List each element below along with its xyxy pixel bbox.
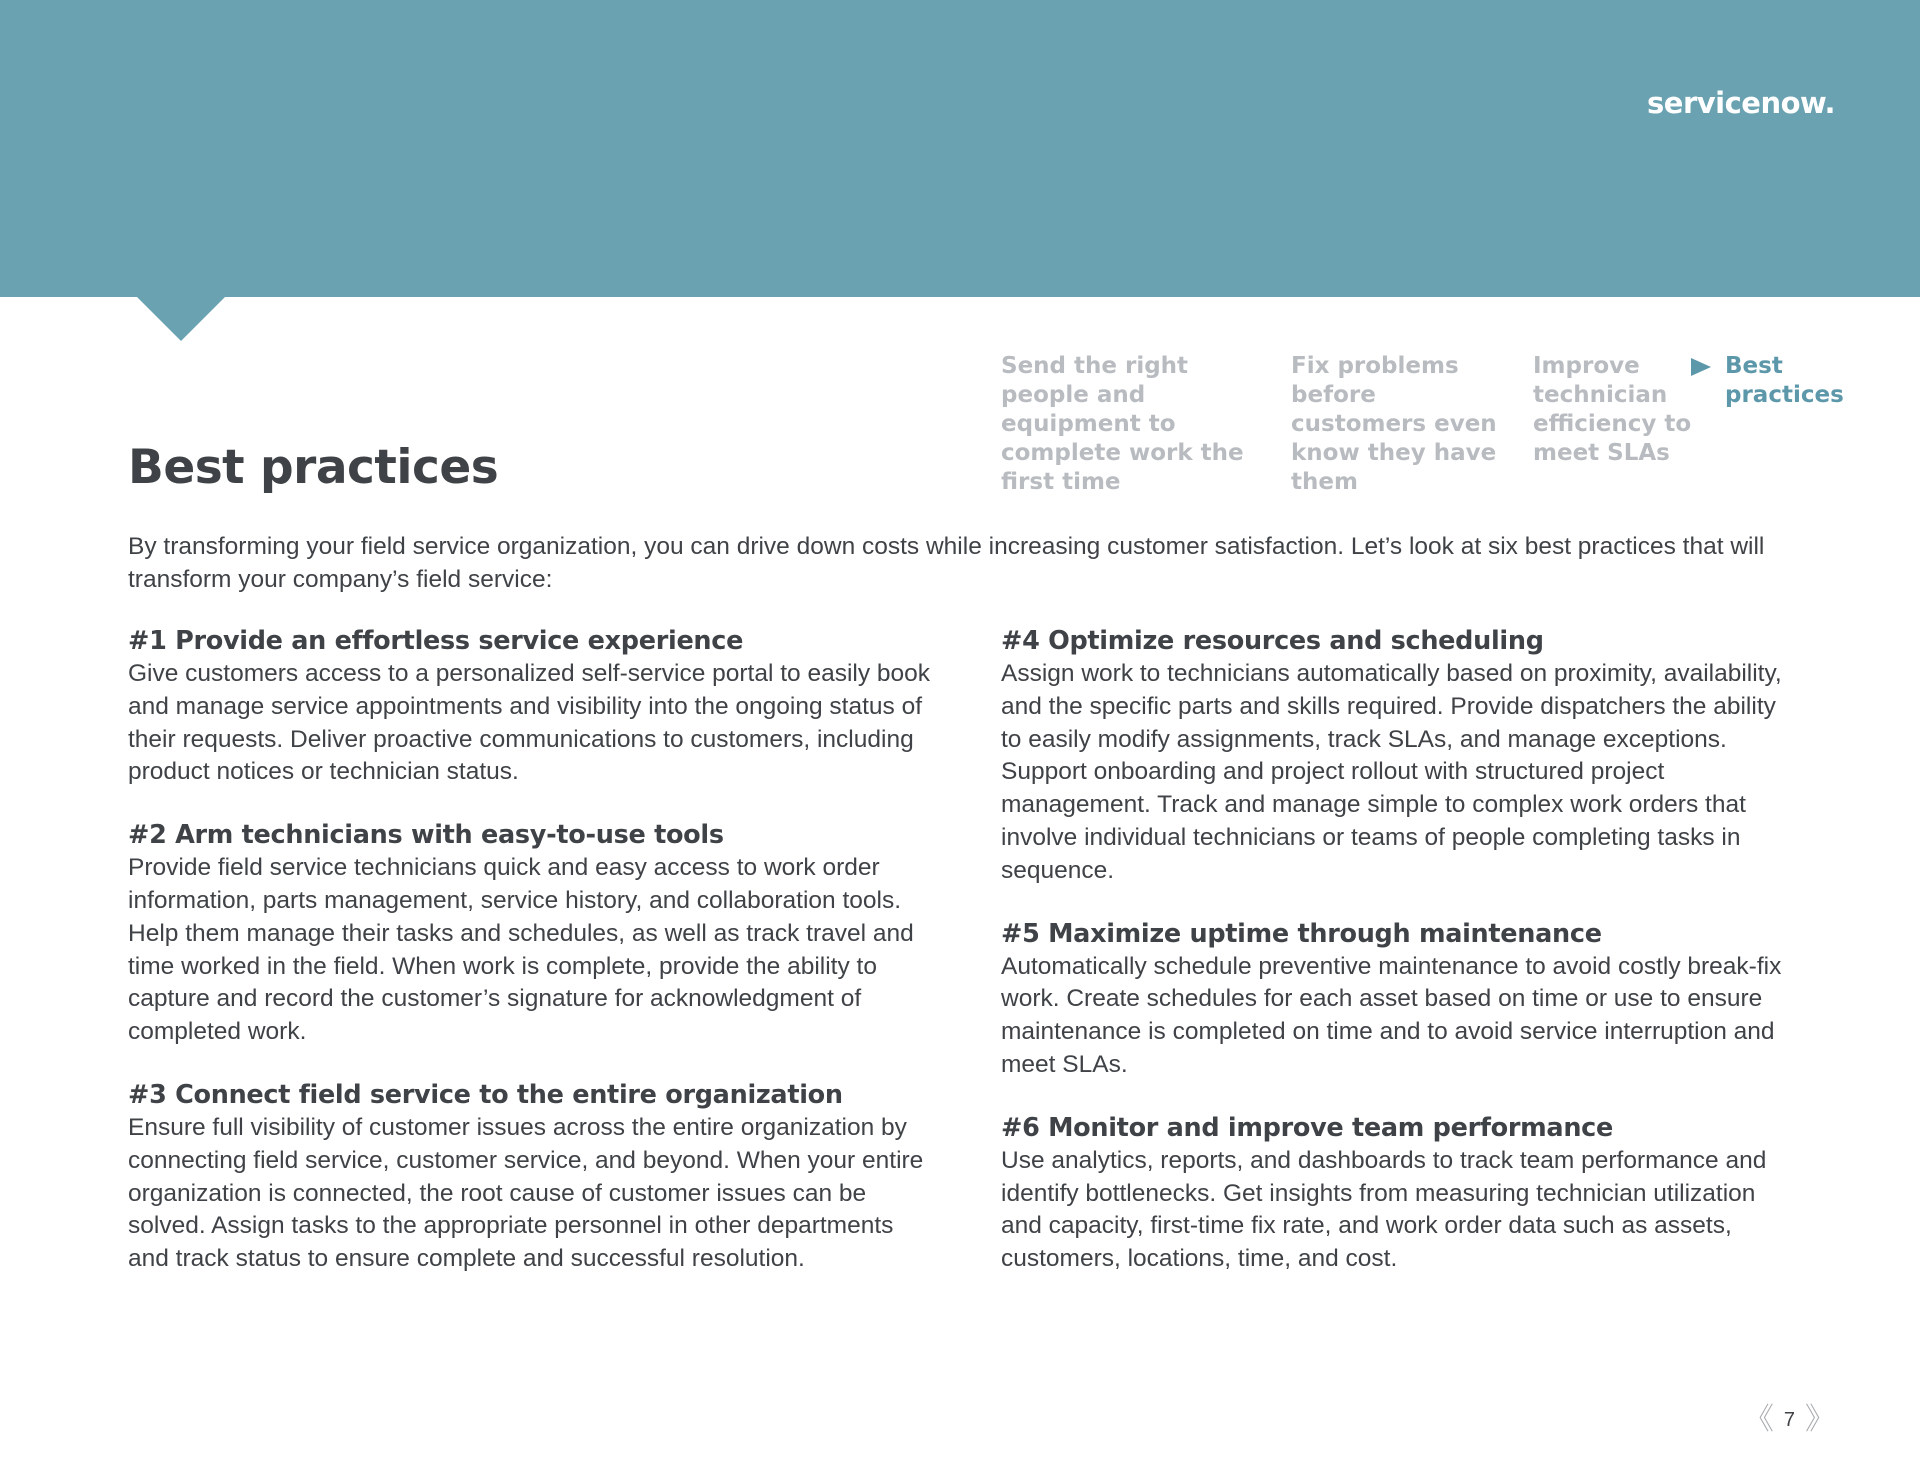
nav-item-label: Send the right people and equipment to complete work the first time	[1001, 353, 1244, 495]
page-number: 7	[1783, 1408, 1795, 1431]
nav-item-label: Fix problems before customers even know they have them	[1291, 353, 1497, 495]
practice-heading: #6 Monitor and improve team performance	[1001, 1112, 1613, 1143]
practice-body: Automatically schedule preventive maintenance to avoid costly break-fix work. Create schedules for each asset based on time or use to ensure maintenance is completed on time and to avoid service interruption and meet SLAs.	[1001, 952, 1782, 1078]
header-notch	[136, 296, 226, 341]
nav-item-right-people[interactable]	[1001, 352, 1271, 497]
practice-body: Use analytics, reports, and dashboards to track team performance and identify bottlenecks. Get insights from measuring technician utilization and capacity, first-time fix rate, and work order data such as assets, customers, locations, time, and cost.	[1001, 1146, 1767, 1273]
play-arrow-icon	[1691, 358, 1711, 376]
intro-paragraph: By transforming your field service organization, you can drive down costs while increasing customer satisfaction. Let’s look at six best practices that will transform your company’s field service:	[128, 533, 1765, 593]
practice-1	[128, 624, 938, 789]
header-band	[0, 0, 1920, 297]
practice-body: Give customers access to a personalized self-service portal to easily book and manage service appointments and visibility into the ongoing status of their requests. Deliver proactive communications to customers, including product notices or technician status.	[128, 660, 931, 786]
practice-2	[128, 818, 938, 1049]
practice-heading: #2 Arm technicians with easy-to-use tools	[128, 820, 724, 851]
practice-body: Assign work to technicians automatically based on proximity, availability, and the specific parts and skills required. Provide dispatchers the ability to easily modify assignments, track SLAs, and manage exceptions. Support onboarding and project rollout with structured project management. Track and manage simple to complex work orders that involve individual technicians or teams of people completing tasks in sequence.	[1001, 660, 1782, 884]
servicenow-logo: servicenow.	[1647, 86, 1835, 120]
pager	[1744, 1400, 1835, 1440]
practices-left-column	[128, 624, 938, 1305]
double-chevron-left-icon[interactable]: 《	[1743, 1402, 1774, 1437]
practice-3	[128, 1078, 938, 1276]
nav-item-fix-problems[interactable]	[1291, 352, 1511, 497]
nav-item-best-practices[interactable]	[1691, 352, 1891, 410]
practice-4	[1001, 624, 1801, 888]
double-chevron-right-icon[interactable]: 》	[1805, 1402, 1835, 1437]
practice-6	[1001, 1111, 1801, 1276]
practices-right-column	[1001, 624, 1801, 1305]
nav-item-label: Improve technician efficiency to meet SLAs	[1533, 353, 1692, 466]
practice-heading: #1 Provide an effortless service experience	[128, 626, 744, 656]
nav-item-label: Best practices	[1725, 353, 1844, 408]
practice-heading: #4 Optimize resources and scheduling	[1001, 626, 1544, 656]
practice-body: Provide field service technicians quick and easy access to work order information, parts management, service history, and collaboration tools. Help them manage their tasks and schedules, as well as track travel and time worked in the field. When work is complete, provide the ability to capture and record the customer’s signature for acknowledgment of completed work.	[128, 854, 914, 1046]
practice-body: Ensure full visibility of customer issues across the entire organization by connecting field service, customer service, and beyond. When your entire organization is connected, the root cause of customer issues can be solved. Assign tasks to the appropriate personnel in other departments and track status to ensure complete and successful resolution.	[128, 1113, 924, 1273]
practice-heading: #5 Maximize uptime through maintenance	[1001, 918, 1602, 949]
nav-item-technician-efficiency[interactable]	[1533, 352, 1703, 468]
practice-5	[1001, 917, 1801, 1082]
practice-heading: #3 Connect field service to the entire organization	[128, 1079, 843, 1110]
page-title: Best practices	[128, 440, 499, 495]
